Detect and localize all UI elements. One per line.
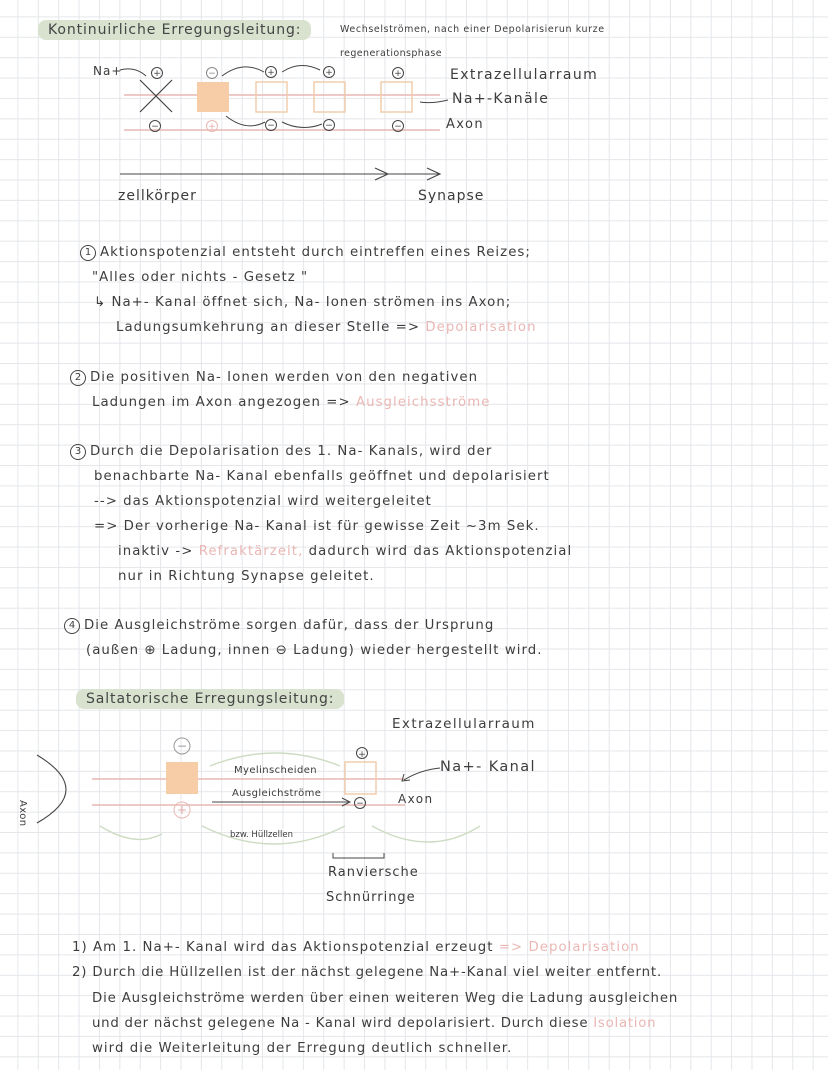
highlight-refraktaerzeit: Refraktärzeit, bbox=[198, 544, 304, 559]
point-1-line-2: "Alles oder nichts - Gesetz " bbox=[92, 270, 309, 285]
axon-label-2: Axon bbox=[398, 792, 434, 806]
point-1-line-4: Ladungsumkehrung an dieser Stelle => Depolarisation bbox=[116, 320, 537, 335]
svg-text:−: − bbox=[325, 121, 333, 131]
saltatorisch-heading: Saltatorische Erregungsleitung: bbox=[76, 689, 344, 709]
myelinscheiden-label: Myelinscheiden bbox=[234, 765, 318, 776]
kontinuierlich-heading: Kontinuirliche Erregungsleitung: bbox=[38, 20, 311, 40]
svg-text:−: − bbox=[151, 122, 159, 132]
svg-text:+: + bbox=[153, 69, 161, 79]
note-line-1: Wechselströmen, nach einer Depolarisierun kurze bbox=[340, 24, 605, 35]
point-3-line-5: inaktiv -> Refraktärzeit, dadurch wird das Aktionspotenzial bbox=[118, 544, 573, 559]
number-circle-1: 1 bbox=[80, 245, 96, 261]
point-3-line-2: benachbarte Na- Kanal ebenfalls geöffnet und depolarisiert bbox=[94, 469, 550, 484]
svg-text:+: + bbox=[176, 803, 188, 817]
highlight-ausgleichsstroeme: Ausgleichsströme bbox=[355, 395, 491, 410]
huellzellen-label: bzw. Hüllzellen bbox=[230, 830, 293, 840]
svg-text:+: + bbox=[358, 750, 366, 760]
highlight-depolarisation: Depolarisation bbox=[425, 320, 537, 335]
ausgleichstroeme-label: Ausgleichströme bbox=[232, 788, 322, 799]
na-kanaele-label: Na+-Kanäle bbox=[452, 91, 550, 107]
highlight-isolation: Isolation bbox=[593, 1016, 657, 1031]
axon-label-1: Axon bbox=[446, 117, 484, 132]
bottom-line-3: Die Ausgleichströme werden über einen weiteren Weg die Ladung ausgleichen bbox=[92, 991, 679, 1006]
svg-text:−: − bbox=[267, 121, 275, 131]
bottom-line-4: und der nächst gelegene Na - Kanal wird depolarisiert. Durch diese Isolation bbox=[92, 1016, 657, 1031]
na-kanal-label: Na+- Kanal bbox=[440, 759, 536, 775]
number-circle-3: 3 bbox=[70, 444, 86, 460]
svg-text:−: − bbox=[208, 69, 216, 79]
svg-text:+: + bbox=[325, 68, 333, 78]
extrazellularraum-label-1: Extrazellularraum bbox=[450, 67, 599, 83]
point-4-line-2: (außen ⊕ Ladung, innen ⊖ Ladung) wieder hergestellt wird. bbox=[86, 643, 543, 658]
point-3-line-3: --> das Aktionspotenzial wird weitergeleitet bbox=[94, 494, 432, 509]
point-2-line-1: 2 Die positiven Na- Ionen werden von den negativen bbox=[70, 370, 478, 386]
bottom-line-5: wird die Weiterleitung der Erregung deutlich schneller. bbox=[92, 1041, 513, 1056]
point-3-line-1: 3 Durch die Depolarisation des 1. Na- Kanals, wird der bbox=[70, 444, 492, 460]
svg-text:+: + bbox=[394, 69, 402, 79]
number-circle-2: 2 bbox=[70, 370, 86, 386]
svg-text:−: − bbox=[176, 739, 188, 753]
point-3-line-6: nur in Richtung Synapse geleitet. bbox=[118, 569, 375, 584]
highlight-depolarisation-2: => Depolarisation bbox=[498, 940, 640, 955]
svg-text:−: − bbox=[356, 799, 364, 809]
point-2-line-2: Ladungen im Axon angezogen => Ausgleichsströme bbox=[92, 395, 491, 410]
note-line-2: regenerationsphase bbox=[340, 48, 443, 59]
synapse-label: Synapse bbox=[418, 188, 485, 204]
point-1-line-1: 1 Aktionspotenzial entsteht durch eintreffen eines Reizes; bbox=[80, 245, 531, 261]
ranvier-label-2: Schnürringe bbox=[326, 890, 416, 905]
number-circle-4: 4 bbox=[64, 618, 80, 634]
bottom-line-2: 2) Durch die Hüllzellen ist der nächst gelegene Na+-Kanal viel weiter entfernt. bbox=[72, 965, 663, 980]
svg-text:+: + bbox=[208, 122, 216, 132]
svg-text:−: − bbox=[394, 122, 402, 132]
bottom-line-1: 1) Am 1. Na+- Kanal wird das Aktionspotenzial erzeugt => Depolarisation bbox=[72, 940, 640, 955]
axon-label-vertical: Axon bbox=[17, 800, 28, 827]
ranvier-label-1: Ranviersche bbox=[328, 865, 419, 880]
na-ion-label: Na+ bbox=[93, 64, 123, 78]
extrazellularraum-label-2: Extrazellularraum bbox=[392, 716, 536, 732]
point-3-line-4: => Der vorherige Na- Kanal ist für gewisse Zeit ~3m Sek. bbox=[94, 519, 540, 534]
continuous-conduction-diagram bbox=[0, 0, 828, 240]
svg-text:+: + bbox=[267, 68, 275, 78]
point-1-line-3: ↳ Na+- Kanal öffnet sich, Na- Ionen strömen ins Axon; bbox=[94, 295, 512, 310]
point-4-line-1: 4 Die Ausgleichströme sorgen dafür, dass der Ursprung bbox=[64, 618, 494, 634]
zellkoerper-label: zellkörper bbox=[118, 188, 197, 204]
